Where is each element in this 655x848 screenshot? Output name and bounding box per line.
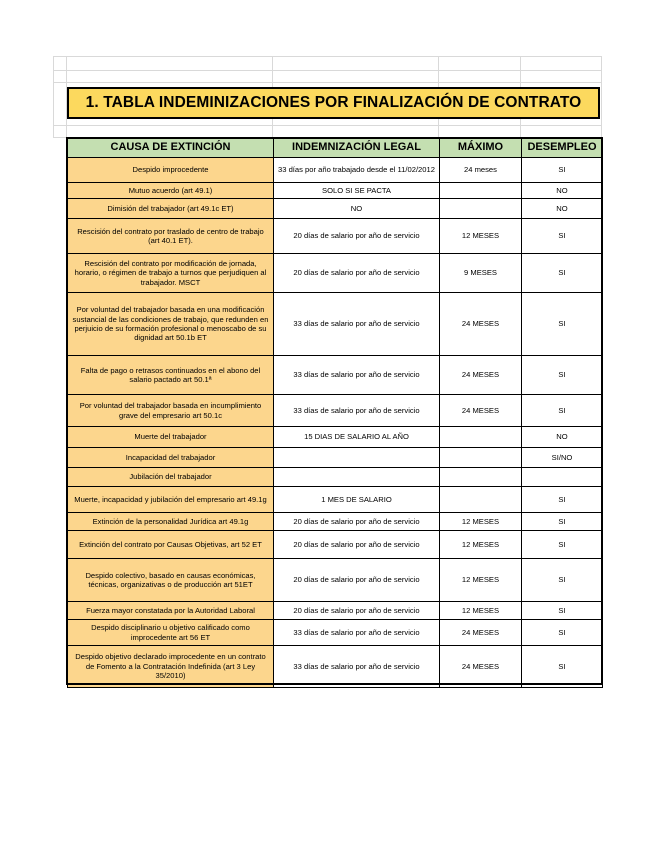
desempleo-cell: NO <box>522 183 603 199</box>
header-causa: CAUSA DE EXTINCIÓN <box>68 139 274 158</box>
indemnizacion-cell: 1 MES DE SALARIO <box>274 487 440 513</box>
maximo-cell: 12 MESES <box>440 602 522 620</box>
cause-cell: Rescisión del contrato por modificación de jornada, horario, o régimen de trabajo a turnos que perjudiquen al trabajador. MSCT <box>68 254 274 293</box>
cause-cell: Despido colectivo, basado en causas económicas, técnicas, organizativas o de producción art 51ET <box>68 559 274 602</box>
indemnizacion-cell: SOLO SI SE PACTA <box>274 183 440 199</box>
table-row <box>68 448 603 468</box>
table-row <box>68 219 603 254</box>
cause-cell: Mutuo acuerdo (art 49.1) <box>68 183 274 199</box>
indemnizacion-cell: 33 días de salario por año de servicio <box>274 293 440 356</box>
table-row <box>68 158 603 183</box>
cause-cell: Despido improcedente <box>68 158 274 183</box>
maximo-cell <box>440 487 522 513</box>
header-indemnizacion: INDEMNIZACIÓN LEGAL <box>274 139 440 158</box>
maximo-cell <box>440 448 522 468</box>
cause-cell: Despido objetivo declarado improcedente en un contrato de Fomento a la Contratación Indefinida (art 3 Ley 35/2010) <box>68 646 274 688</box>
maximo-cell <box>440 468 522 487</box>
maximo-cell: 24 MESES <box>440 395 522 427</box>
table-row <box>68 487 603 513</box>
header-maximo: MÁXIMO <box>440 139 522 158</box>
table-row <box>68 620 603 646</box>
desempleo-cell: SI <box>522 602 603 620</box>
desempleo-cell: SI <box>522 356 603 395</box>
indemnizacion-cell: 33 días de salario por año de servicio <box>274 395 440 427</box>
indemnizacion-cell: 33 días de salario por año de servicio <box>274 356 440 395</box>
table-row <box>68 293 603 356</box>
indemnizacion-cell <box>274 468 440 487</box>
indemnizacion-cell: 20 días de salario por año de servicio <box>274 559 440 602</box>
indemnity-table <box>67 138 603 688</box>
maximo-cell <box>440 183 522 199</box>
indemnizacion-cell: 20 días de salario por año de servicio <box>274 219 440 254</box>
page-title: 1. TABLA INDEMINIZACIONES POR FINALIZACIÓN DE CONTRATO <box>67 87 600 119</box>
desempleo-cell: SI <box>522 559 603 602</box>
maximo-cell <box>440 199 522 219</box>
table-row <box>68 427 603 448</box>
cause-cell: Muerte del trabajador <box>68 427 274 448</box>
indemnizacion-cell: 20 días de salario por año de servicio <box>274 602 440 620</box>
cause-cell: Falta de pago o retrasos continuados en el abono del salario pactado art 50.1ª <box>68 356 274 395</box>
table-row <box>68 183 603 199</box>
desempleo-cell: SI/NO <box>522 448 603 468</box>
desempleo-cell <box>522 468 603 487</box>
desempleo-cell: SI <box>522 158 603 183</box>
desempleo-cell: SI <box>522 395 603 427</box>
indemnizacion-cell: 15 DIAS DE SALARIO AL AÑO <box>274 427 440 448</box>
table-row <box>68 513 603 531</box>
maximo-cell: 24 MESES <box>440 646 522 688</box>
maximo-cell <box>440 427 522 448</box>
desempleo-cell: SI <box>522 254 603 293</box>
table-row <box>68 356 603 395</box>
desempleo-cell: NO <box>522 199 603 219</box>
indemnizacion-cell: 20 días de salario por año de servicio <box>274 513 440 531</box>
maximo-cell: 12 MESES <box>440 219 522 254</box>
indemnizacion-cell: NO <box>274 199 440 219</box>
desempleo-cell: SI <box>522 531 603 559</box>
maximo-cell: 24 MESES <box>440 356 522 395</box>
header-desempleo: DESEMPLEO <box>522 139 603 158</box>
cause-cell: Extinción de la personalidad Jurídica art 49.1g <box>68 513 274 531</box>
cause-cell: Jubilación del trabajador <box>68 468 274 487</box>
cause-cell: Despido disciplinario u objetivo calificado como improcedente art 56 ET <box>68 620 274 646</box>
cause-cell: Por voluntad del trabajador basada en incumplimiento grave del empresario art 50.1c <box>68 395 274 427</box>
maximo-cell: 24 meses <box>440 158 522 183</box>
table-row <box>68 468 603 487</box>
maximo-cell: 9 MESES <box>440 254 522 293</box>
desempleo-cell: NO <box>522 427 603 448</box>
desempleo-cell: SI <box>522 487 603 513</box>
cause-cell: Muerte, incapacidad y jubilación del empresario art 49.1g <box>68 487 274 513</box>
indemnizacion-cell <box>274 448 440 468</box>
maximo-cell: 24 MESES <box>440 620 522 646</box>
cause-cell: Extinción del contrato por Causas Objetivas, art 52 ET <box>68 531 274 559</box>
indemnizacion-cell: 20 días de salario por año de servicio <box>274 254 440 293</box>
maximo-cell: 24 MESES <box>440 293 522 356</box>
desempleo-cell: SI <box>522 293 603 356</box>
maximo-cell: 12 MESES <box>440 531 522 559</box>
desempleo-cell: SI <box>522 646 603 688</box>
cause-cell: Rescisión del contrato por traslado de centro de trabajo (art 40.1 ET). <box>68 219 274 254</box>
table-row <box>68 254 603 293</box>
cause-cell: Fuerza mayor constatada por la Autoridad Laboral <box>68 602 274 620</box>
desempleo-cell: SI <box>522 513 603 531</box>
table-row <box>68 199 603 219</box>
maximo-cell: 12 MESES <box>440 513 522 531</box>
desempleo-cell: SI <box>522 620 603 646</box>
table-header-row <box>68 139 603 158</box>
table-row <box>68 531 603 559</box>
indemnizacion-cell: 33 días de salario por año de servicio <box>274 646 440 688</box>
table-row <box>68 395 603 427</box>
indemnizacion-cell: 33 días de salario por año de servicio <box>274 620 440 646</box>
table-row <box>68 559 603 602</box>
maximo-cell: 12 MESES <box>440 559 522 602</box>
indemnizacion-cell: 20 días de salario por año de servicio <box>274 531 440 559</box>
desempleo-cell: SI <box>522 219 603 254</box>
indemnizacion-cell: 33 días por año trabajado desde el 11/02/2012 <box>274 158 440 183</box>
cause-cell: Dimisión del trabajador (art 49.1c ET) <box>68 199 274 219</box>
table-row <box>68 646 603 688</box>
table-row <box>68 602 603 620</box>
cause-cell: Por voluntad del trabajador basada en una modificación sustancial de las condiciones de trabajo, que redunden en perjuicio de su formación profesional o menoscabo de su dignidad art 50.1b ET <box>68 293 274 356</box>
cause-cell: Incapacidad del trabajador <box>68 448 274 468</box>
